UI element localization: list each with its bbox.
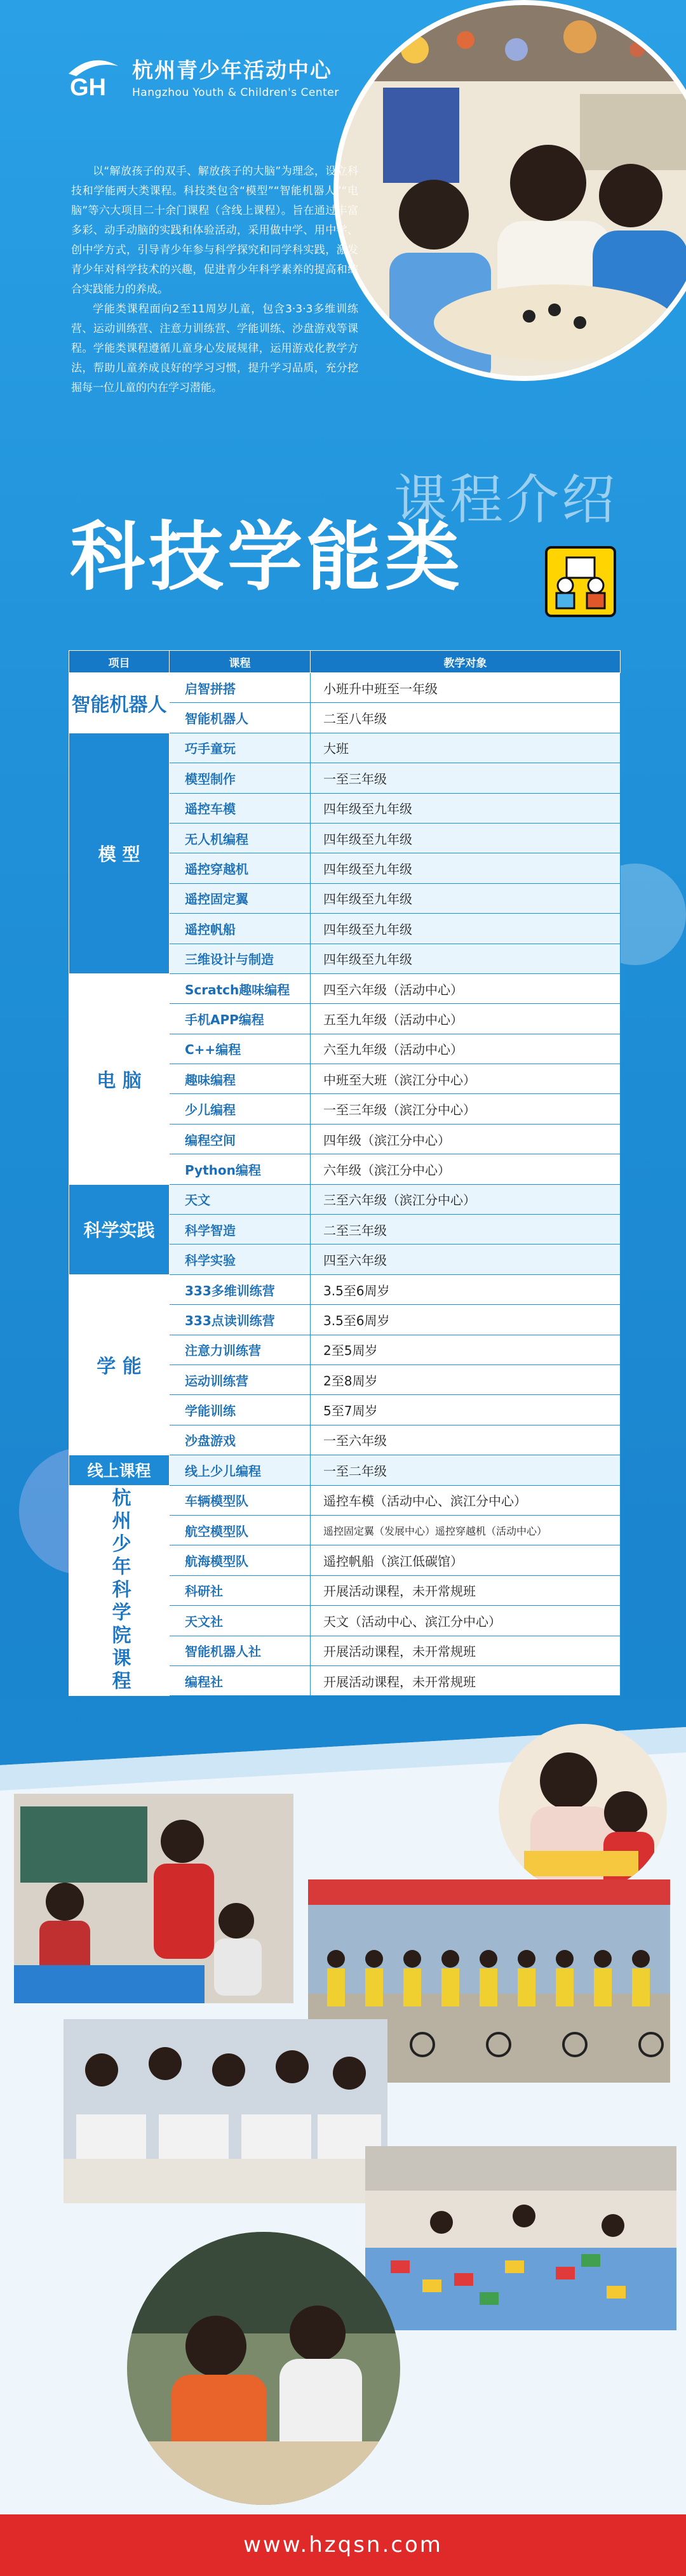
course-audience: 四年级至九年级 — [311, 944, 621, 973]
course-audience: 遥控车模（活动中心、滨江分中心） — [311, 1485, 621, 1515]
course-audience: 四年级至九年级 — [311, 914, 621, 944]
course-name: 遥控穿越机 — [170, 853, 311, 883]
course-name: 333点读训练营 — [170, 1305, 311, 1335]
course-name: 科学智造 — [170, 1215, 311, 1245]
table-row — [69, 1455, 621, 1485]
course-name: 学能训练 — [170, 1395, 311, 1425]
course-table — [69, 650, 620, 1696]
section-subtitle: 课程介绍 — [394, 469, 618, 531]
svg-text:GH: GH — [70, 74, 106, 99]
course-audience: 二至八年级 — [311, 703, 621, 733]
course-name: 注意力训练营 — [170, 1335, 311, 1365]
course-name: 无人机编程 — [170, 823, 311, 853]
intro-paragraph-2: 学能类课程面向2至11周岁儿童，包含3·3·3多维训练营、运动训练营、注意力训练营、学能训练、沙盘游戏等课程。学能类课程遵循儿童身心发展规律，运用游戏化教学方法，帮助儿童养成良好的学习习惯，提升学习品质，充分挖掘每一位儿童的内在学习潜能。 — [71, 303, 358, 394]
table-row — [69, 733, 621, 763]
course-name: 智能机器人 — [170, 703, 311, 733]
category-learning: 学 能 — [69, 1274, 170, 1455]
course-audience: 2至5周岁 — [311, 1335, 621, 1365]
course-audience: 5至7周岁 — [311, 1395, 621, 1425]
course-name: C++编程 — [170, 1034, 311, 1064]
section-title: 科技学能类 — [70, 513, 464, 601]
course-name: 科研社 — [170, 1575, 311, 1605]
category-model: 模 型 — [69, 733, 170, 973]
photo-building-blocks — [365, 2146, 676, 2330]
intro-text — [71, 162, 358, 398]
photo-workshop-circle — [127, 2232, 400, 2505]
logo-title: 杭州青少年活动中心 — [132, 58, 332, 83]
course-audience: 一至二年级 — [311, 1455, 621, 1485]
course-audience: 四年级至九年级 — [311, 853, 621, 883]
course-name: 天文社 — [170, 1606, 311, 1636]
science-kids-icon — [545, 546, 616, 617]
course-audience: 五至九年级（活动中心） — [311, 1004, 621, 1034]
table-header-row — [69, 651, 621, 673]
course-audience: 一至六年级 — [311, 1425, 621, 1455]
course-name: 沙盘游戏 — [170, 1425, 311, 1455]
table-row — [69, 1184, 621, 1214]
course-audience: 四至六年级（活动中心） — [311, 973, 621, 1003]
category-robot: 智能机器人 — [69, 673, 170, 733]
course-audience: 四年级（滨江分中心） — [311, 1124, 621, 1154]
header-audience: 教学对象 — [311, 651, 621, 673]
table-row — [69, 673, 621, 703]
photo-computer-class — [64, 2019, 387, 2203]
course-name: 遥控车模 — [170, 793, 311, 823]
course-audience: 三至六年级（滨江分中心） — [311, 1184, 621, 1214]
course-name: 模型制作 — [170, 763, 311, 793]
course-audience: 四年级至九年级 — [311, 823, 621, 853]
course-audience: 六至九年级（活动中心） — [311, 1034, 621, 1064]
course-audience: 小班升中班至一年级 — [311, 673, 621, 703]
course-name: 线上少儿编程 — [170, 1455, 311, 1485]
table-row — [69, 1485, 621, 1515]
course-audience: 四年级至九年级 — [311, 883, 621, 913]
course-name: 航空模型队 — [170, 1515, 311, 1545]
course-name: 天文 — [170, 1184, 311, 1214]
category-computer: 电 脑 — [69, 973, 170, 1184]
category-academy: 杭州少年科学院课程 — [69, 1485, 170, 1696]
course-name: 编程空间 — [170, 1124, 311, 1154]
course-name: 333多维训练营 — [170, 1274, 311, 1304]
course-audience: 一至三年级（滨江分中心） — [311, 1094, 621, 1124]
course-audience: 遥控固定翼（发展中心）遥控穿越机（活动中心） — [311, 1515, 621, 1545]
course-name: Scratch趣味编程 — [170, 973, 311, 1003]
course-audience: 开展活动课程，未开常规班 — [311, 1636, 621, 1665]
course-name: 航海模型队 — [170, 1545, 311, 1575]
category-online: 线上课程 — [69, 1455, 170, 1485]
course-audience: 二至三年级 — [311, 1215, 621, 1245]
photo-robotics-class — [14, 1794, 293, 2003]
course-audience: 遥控帆船（滨江低碳馆） — [311, 1545, 621, 1575]
logo-mark-icon — [64, 55, 121, 99]
course-name: 巧手童玩 — [170, 733, 311, 763]
course-audience: 大班 — [311, 733, 621, 763]
header-course: 课程 — [170, 651, 311, 673]
course-name: 车辆模型队 — [170, 1485, 311, 1515]
course-audience: 中班至大班（滨江分中心） — [311, 1064, 621, 1094]
course-audience: 开展活动课程，未开常规班 — [311, 1575, 621, 1605]
course-name: 智能机器人社 — [170, 1636, 311, 1665]
course-name: 手机APP编程 — [170, 1004, 311, 1034]
course-name: Python编程 — [170, 1154, 311, 1184]
table-row — [69, 973, 621, 1003]
course-name: 科学实验 — [170, 1245, 311, 1274]
logo-subtitle: Hangzhou Youth & Children's Center — [132, 86, 339, 99]
course-audience: 3.5至6周岁 — [311, 1305, 621, 1335]
course-name: 少儿编程 — [170, 1094, 311, 1124]
course-audience: 开展活动课程，未开常规班 — [311, 1665, 621, 1695]
course-audience: 天文（活动中心、滨江分中心） — [311, 1606, 621, 1636]
course-name: 三维设计与制造 — [170, 944, 311, 973]
course-name: 启智拼搭 — [170, 673, 311, 703]
course-audience: 四年级至九年级 — [311, 793, 621, 823]
course-audience: 六年级（滨江分中心） — [311, 1154, 621, 1184]
course-name: 遥控帆船 — [170, 914, 311, 944]
course-name: 遥控固定翼 — [170, 883, 311, 913]
logo[interactable] — [64, 54, 339, 99]
course-name: 趣味编程 — [170, 1064, 311, 1094]
header-project: 项目 — [69, 651, 170, 673]
course-audience: 3.5至6周岁 — [311, 1274, 621, 1304]
photo-teacher-kids-circle — [499, 1724, 667, 1892]
table-row — [69, 1274, 621, 1304]
course-audience: 一至三年级 — [311, 763, 621, 793]
category-science: 科学实践 — [69, 1184, 170, 1274]
course-name: 编程社 — [170, 1665, 311, 1695]
footer-url[interactable]: www.hzqsn.com — [0, 2514, 686, 2576]
course-audience: 四至六年级 — [311, 1245, 621, 1274]
course-name: 运动训练营 — [170, 1365, 311, 1394]
intro-paragraph-1: 以“解放孩子的双手、解放孩子的大脑”为理念，设立科技和学能两大类课程。科技类包含“模型”“智能机器人”“电脑”等六大项目二十余门课程（含线上课程）。旨在通过丰富多彩、动手动脑的实践和体验活动，采用做中学、用中学、创中学方式，引导青少年参与科学探究和同学科实践，激发青少年对科学技术的兴趣，促进青少年科学素养的提高和综合实践能力的养成。 — [71, 165, 358, 296]
course-audience: 2至8周岁 — [311, 1365, 621, 1394]
